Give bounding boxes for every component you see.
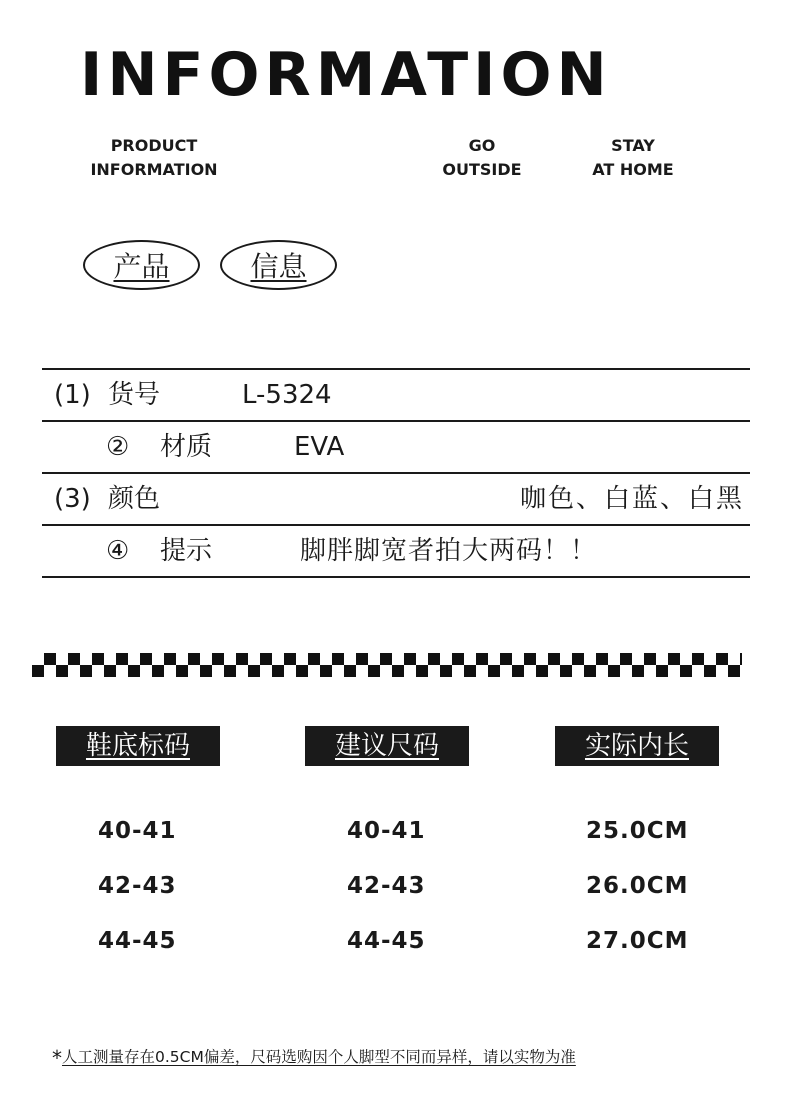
info-row-tip: [42, 524, 750, 578]
row-label: 提示: [160, 536, 213, 566]
tag-product: 产品: [83, 240, 200, 290]
footnote-star: *: [52, 1046, 62, 1070]
header-sole-size: 鞋底标码: [56, 726, 220, 766]
row-marker: ②: [106, 432, 130, 462]
size-inner-value: 27.0CM: [586, 928, 689, 954]
header-inner-length: 实际内长: [555, 726, 719, 766]
size-suggested-value: 44-45: [347, 928, 426, 954]
go-outside-label: [432, 134, 532, 182]
checkered-divider: [32, 653, 742, 677]
row-label: 颜色: [108, 484, 161, 514]
info-row-item-number: [42, 368, 750, 420]
size-inner-value: 25.0CM: [586, 818, 689, 844]
row-value: 脚胖脚宽者拍大两码！！: [300, 536, 598, 566]
product-label-line1: PRODUCT: [110, 136, 198, 155]
product-label-line2: INFORMATION: [90, 160, 218, 179]
size-suggested-value: 42-43: [347, 873, 426, 899]
product-information-label: [82, 134, 226, 182]
size-sole-value: 40-41: [98, 818, 177, 844]
size-suggested-value: 40-41: [347, 818, 426, 844]
page-title: INFORMATION: [80, 40, 612, 110]
footnote-text: 人工测量存在0.5CM偏差，尺码选购因个人脚型不同而异样，请以实物为准: [62, 1048, 576, 1066]
row-value: 咖色、白蓝、白黑: [519, 484, 744, 514]
go-label-line2: OUTSIDE: [442, 160, 522, 179]
stay-label-line2: AT HOME: [592, 160, 674, 179]
stay-at-home-label: [580, 134, 686, 182]
row-marker: (1): [54, 380, 91, 410]
row-label: 材质: [160, 432, 213, 462]
header-suggested-size: 建议尺码: [305, 726, 469, 766]
go-label-line1: GO: [468, 136, 496, 155]
stay-label-line1: STAY: [611, 136, 655, 155]
size-sole-value: 42-43: [98, 873, 177, 899]
row-value: EVA: [294, 432, 345, 462]
row-marker: ④: [106, 536, 130, 566]
tag-information: 信息: [220, 240, 337, 290]
size-inner-value: 26.0CM: [586, 873, 689, 899]
info-row-color: [42, 472, 750, 524]
row-marker: (3): [54, 484, 91, 514]
size-sole-value: 44-45: [98, 928, 177, 954]
row-label: 货号: [108, 380, 161, 410]
product-info-table: [42, 368, 750, 578]
info-row-material: [42, 420, 750, 472]
measurement-footnote: [52, 1045, 752, 1070]
row-value: L-5324: [242, 380, 332, 410]
